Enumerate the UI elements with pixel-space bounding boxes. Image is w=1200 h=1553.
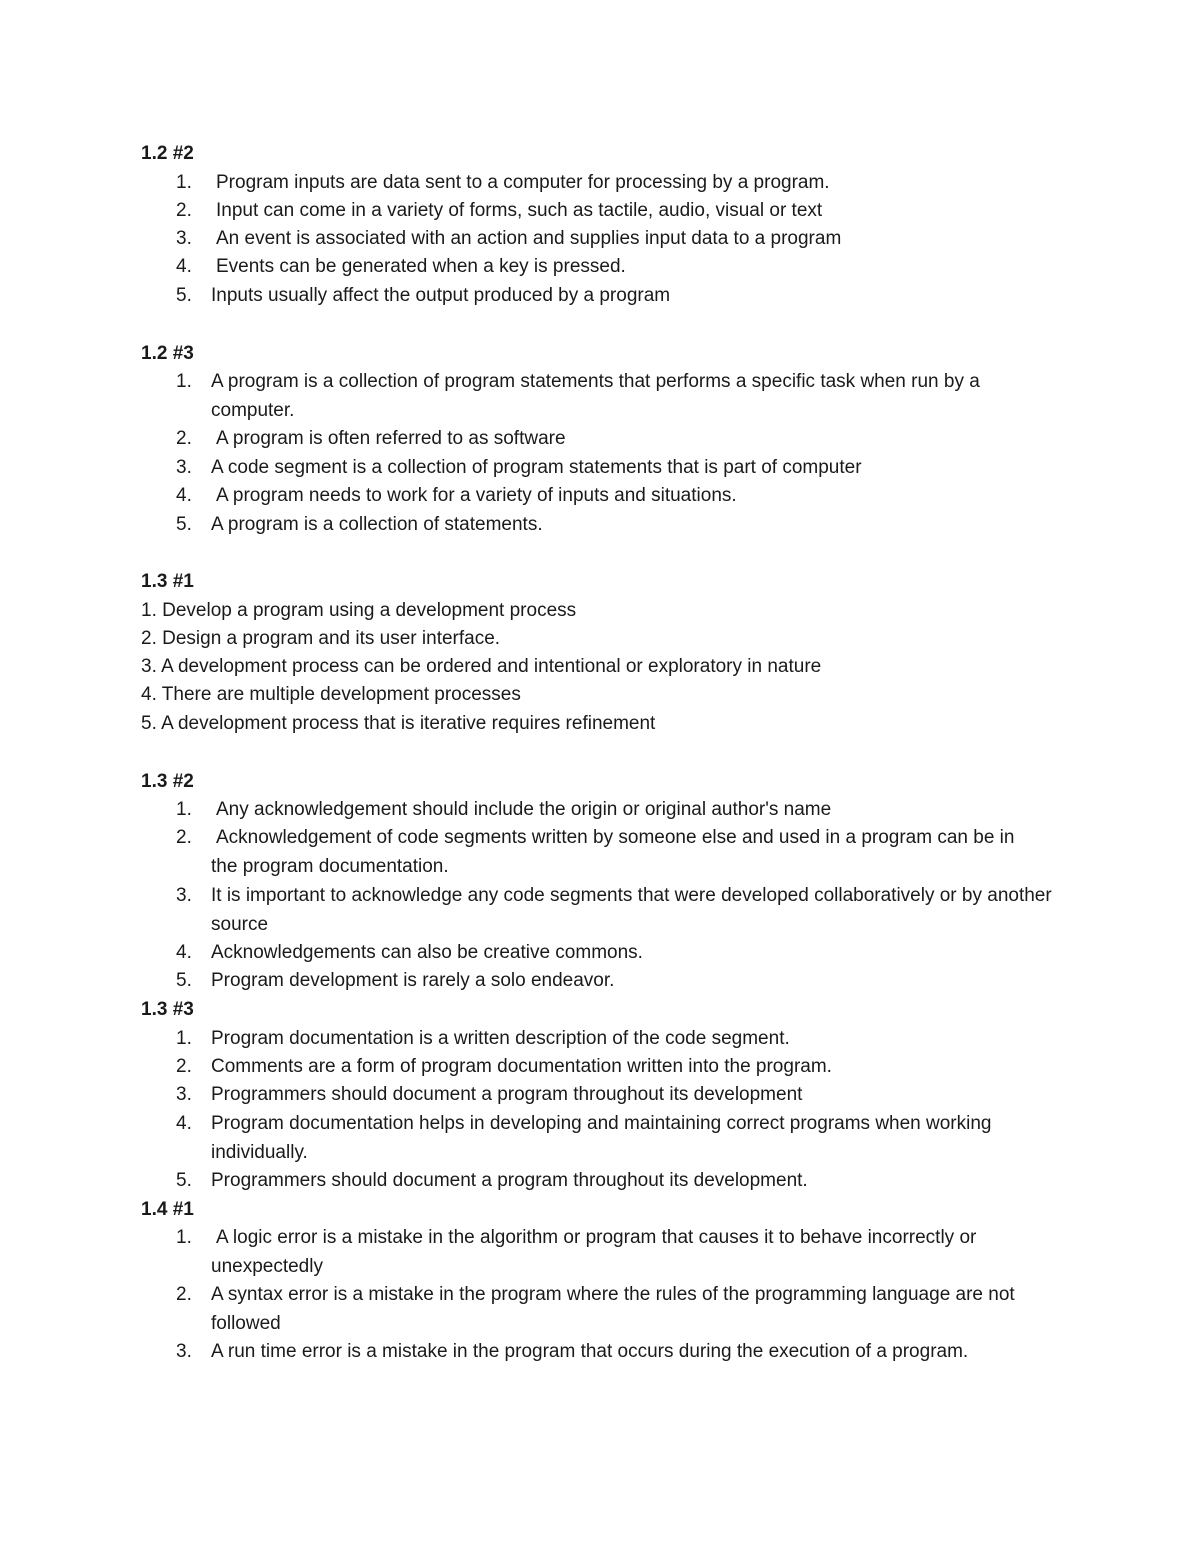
list-text: Program inputs are data sent to a computer for processing by a program. [216,172,830,193]
list-text: Program documentation is a written description of the code segment. [211,1028,790,1049]
list-text: Inputs usually affect the output produced by a program [211,285,671,306]
list-number: 2. [176,827,192,848]
list-text: A program needs to work for a variety of inputs and situations. [216,485,737,506]
section-heading: 1.3 #3 [141,999,194,1020]
list-number: 3. [176,457,192,478]
section-heading: 1.3 #1 [141,571,194,592]
list-text: Events can be generated when a key is pressed. [216,256,626,277]
section-heading: 1.4 #1 [141,1199,194,1220]
list-text: Programmers should document a program throughout its development [211,1084,803,1105]
list-text: A code segment is a collection of program statements that is part of computer [211,457,862,478]
list-number: 5. [176,1170,192,1191]
list-text: A program is a collection of program statements that performs a specific task when run by a computer. [211,371,980,421]
list-item: 4. There are multiple development processes [141,684,521,705]
list-number: 2. [176,1056,192,1077]
list-text [211,824,1041,881]
list-number: 1. [176,1028,192,1049]
list-number: 2. [176,200,192,221]
section-heading: 1.2 #3 [141,343,194,364]
list-item: 5. A development process that is iterative requires refinement [141,713,656,734]
list-text: A program is a collection of statements. [211,514,543,535]
list-number: 3. [176,885,192,906]
list-text: Any acknowledgement should include the origin or original author's name [216,799,832,820]
list-text: Program documentation helps in developing and maintaining correct programs when working individually. [211,1113,992,1163]
list-text: Input can come in a variety of forms, such as tactile, audio, visual or text [216,200,823,221]
list-text: Programmers should document a program throughout its development. [211,1170,808,1191]
section-heading: 1.3 #2 [141,771,194,792]
list-number: 4. [176,942,192,963]
list-text: Program development is rarely a solo endeavor. [211,970,615,991]
list-text: A run time error is a mistake in the program that occurs during the execution of a program. [211,1341,969,1362]
list-text: Comments are a form of program documentation written into the program. [211,1056,832,1077]
list-number: 5. [176,285,192,306]
list-item: 1. Develop a program using a development process [141,600,577,621]
list-item: 3. A development process can be ordered and intentional or exploratory in nature [141,656,822,677]
list-number: 3. [176,1341,192,1362]
list-text: A syntax error is a mistake in the program where the rules of the programming language are not followed [211,1284,1015,1334]
list-text: A program is often referred to as software [216,428,566,449]
list-number: 4. [176,1113,192,1134]
list-number: 4. [176,256,192,277]
list-number: 2. [176,428,192,449]
list-number: 3. [176,228,192,249]
list-text-content: Acknowledgement of code segments written by someone else and used in a program can be in the program documentation. [211,827,1015,877]
list-text-content: A logic error is a mistake in the algorithm or program that causes it to behave incorrectly or unexpectedly [211,1227,977,1277]
list-number: 3. [176,1084,192,1105]
list-number: 1. [176,371,192,392]
list-item: 2. Design a program and its user interface. [141,628,501,649]
section-heading: 1.2 #2 [141,143,194,164]
list-number: 4. [176,485,192,506]
list-number: 2. [176,1284,192,1305]
list-number: 1. [176,1227,192,1248]
list-number: 1. [176,799,192,820]
list-text: An event is associated with an action and supplies input data to a program [216,228,842,249]
list-number: 5. [176,970,192,991]
list-text: It is important to acknowledge any code segments that were developed collaboratively or by another source [211,885,1052,935]
list-text [211,1224,1071,1281]
list-number: 1. [176,172,192,193]
list-text: Acknowledgements can also be creative commons. [211,942,643,963]
list-number: 5. [176,514,192,535]
